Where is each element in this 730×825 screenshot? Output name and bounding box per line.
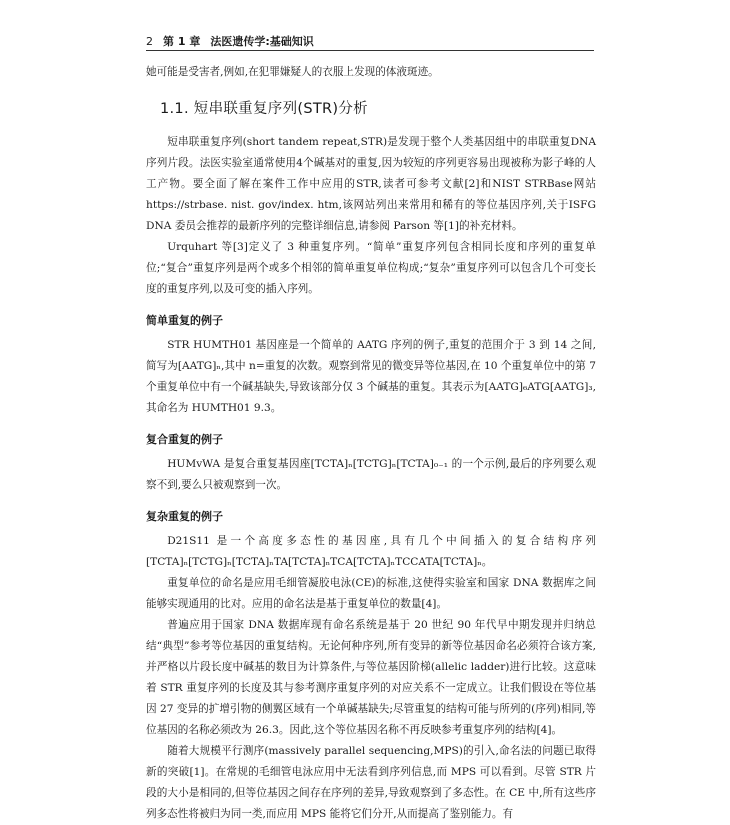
- page-body: [146, 62, 596, 825]
- subheading-compound: 复合重复的例子: [146, 433, 223, 446]
- paragraph: HUMvWA 是复合重复基因座[TCTA]ₙ[TCTG]ₙ[TCTA]₀₋₁ 的一个示例,最后的序列要么观察不到,要么只被观察到一次。: [146, 458, 596, 491]
- page-number: 2: [146, 35, 153, 48]
- paragraph: 重复单位的命名是应用毛细管凝胶电泳(CE)的标准,这使得实验室和国家 DNA 数据库之间能够实现通用的比对。应用的命名法是基于重复单位的数量[4]。: [146, 577, 596, 610]
- paragraph: Urquhart 等[3]定义了 3 种重复序列。“简单”重复序列包含相同长度和序列的重复单位;“复合”重复序列是两个或多个相邻的简单重复单位构成;“复杂”重复序列可以包含几个可变长度的重复序列,以及可变的插入序列。: [146, 241, 596, 295]
- chapter-number: 第 1 章: [163, 35, 201, 48]
- paragraph: STR HUMTH01 基因座是一个简单的 AATG 序列的例子,重复的范围介于 3 到 14 之间,简写为[AATG]ₙ,其中 n=重复的次数。观察到常见的微变异等位基因,在 10 个重复单位中的第 7 个重复单位中有一个碱基缺失,导致该部分仅 3 个碱基的重复。其表示为[AATG]₆ATG[AATG]₃,其命名为 HUMTH01 9.3。: [146, 339, 596, 414]
- paragraph: 普遍应用于国家 DNA 数据库现有命名系统是基于 20 世纪 90 年代早中期发现并归纳总结“典型”参考等位基因的重复结构。无论何种序列,所有变异的新等位基因命名必须符合该方案,并严格以片段长度中碱基的数目为计算条件,与等位基因阶梯(allelic ladder)进行比较。这意味着 STR 重复序列的长度及其与参考测序重复序列的对应关系不一定成立。让我们假设在等位基因 27 变异的扩增引物的侧翼区域有一个单碱基缺失;尽管重复的结构可能与所列的(序列)相同,等位基因的名称必须改为 26.3。因此,这个等位基因名称不再反映参考重复序列的结构[4]。: [146, 619, 596, 736]
- paragraph: 短串联重复序列(short tandem repeat,STR)是发现于整个人类基因组中的串联重复DNA序列片段。法医实验室通常使用4个碱基对的重复,因为较短的序列更容易出现被称为影子峰的人工产物。要全面了解在案件工作中应用的STR,读者可参考文献[2]和NIST STRBase网站 https://strbase. nist. gov/index. htm,该网站列出来常用和稀有的等位基因序列,关于ISFG DNA 委员会推荐的最新序列的完整详细信息,请参阅 Parson 等[1]的补充材料。: [146, 136, 596, 232]
- header-rule: [146, 50, 594, 51]
- subheading-simple: 简单重复的例子: [146, 314, 223, 327]
- intro-line: 她可能是受害者,例如,在犯罪嫌疑人的衣服上发现的体液斑迹。: [146, 66, 439, 78]
- section-heading: 1.1. 短串联重复序列(STR)分析: [160, 101, 368, 117]
- chapter-title: 法医遗传学:基础知识: [210, 35, 314, 48]
- running-header: [146, 33, 596, 49]
- paragraph: D21S11 是一个高度多态性的基因座,具有几个中间插入的复合结构序列[TCTA]ₙ[TCTG]ₙ[TCTA]ₙTA[TCTA]ₙTCA[TCTA]ₙTCCATA[TCTA]ₙ。: [146, 535, 596, 568]
- paragraph: 随着大规模平行测序(massively parallel sequencing,MPS)的引入,命名法的问题已取得新的突破[1]。在常规的毛细管电泳应用中无法看到序列信息,而 MPS 可以看到。尽管 STR 片段的大小是相同的,但等位基因之间存在序列的差异,导致观察到了多态性。在 CE 中,所有这些序列多态性将被归为同一类,而应用 MPS 能将它们分开,从而提高了鉴别能力。有: [146, 745, 596, 820]
- subheading-complex: 复杂重复的例子: [146, 510, 223, 523]
